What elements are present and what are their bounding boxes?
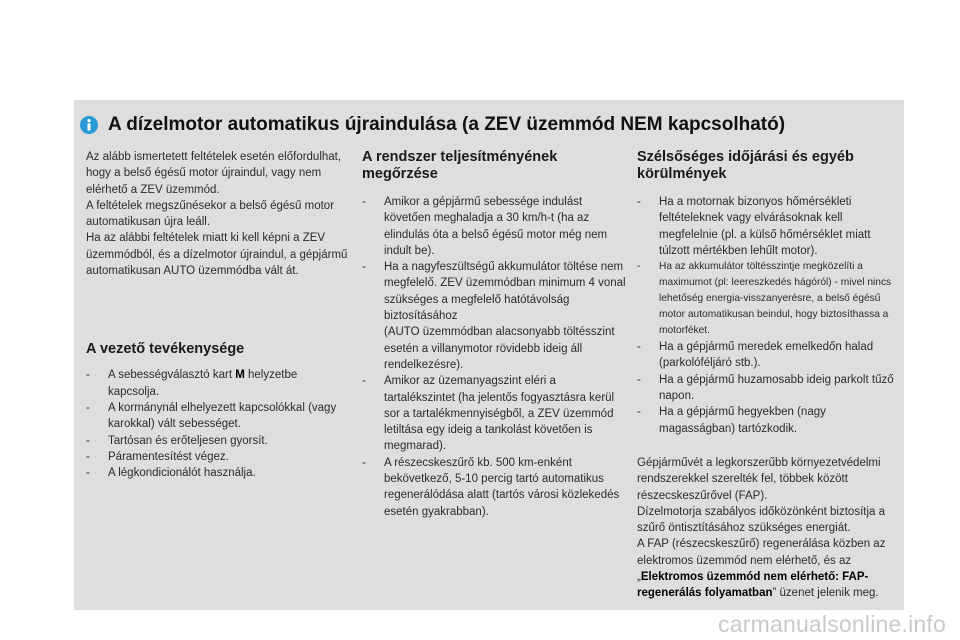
intro-paragraph-3: Ha az alábbi feltételek miatt ki kell képni a ZEV üzemmódból, és a dízelmotor újraindul, a gépjármű automatikusan AUTO üzemmódba vált át. — [86, 232, 348, 278]
list-item: - Ha a motornak bizonyos hőmérsékleti feltételeknek vagy elvárásoknak kell megfelelnie (pl. a külső hőmérséklet miatt túlzott mértékben lehűlt motor). — [637, 196, 871, 257]
page-title — [80, 114, 785, 136]
list-item: - A sebességválasztó kart M helyzetbe kapcsolja. — [86, 369, 298, 398]
system-list — [362, 194, 627, 520]
list-item: - A kormánynál elhelyezett kapcsolókkal (vagy karokkal) vált sebességet. — [86, 401, 337, 431]
note-paragraph-1: Gépjárművét a legkorszerűbb környezetvédelmi rendszerekkel szerelték fel, többek között részecskeszűrővel (FAP). — [637, 456, 881, 502]
list-item: - Ha a gépjármű meredek emelkedőn halad (parkolóféljáró stb.). — [637, 341, 874, 370]
list-item: - Ha a gépjármű hegyekben (nagy magasságban) tartózkodik. — [637, 406, 826, 435]
list-item: - Ha a nagyfeszültségű akkumulátor töltése nem megfelelő. ZEV üzemmódban minimum 4 vonal szükséges a megfelelő hatótávolság biztosításához (AUTO üzemmódban alacsonyabb töltésszint esetén a villanymotor rövidebb ideig áll rendelkezésre). — [362, 261, 626, 371]
intro-paragraph-2: A feltételek megszűnésekor a belső égésű motor automatikusan újra leáll. — [86, 199, 335, 229]
watermark: carmanualsonline.info — [718, 611, 946, 637]
list-item: - Tartósan és erőteljesen gyorsít. — [86, 434, 268, 447]
list-item: - Amikor az üzemanyagszint eléri a tartalékszintet (ha jelentős fogyasztásra kerül sor a tartalékmennyiségből, a ZEV üzemmód letiltása egy ideig a tankolást követően is megmarad). — [362, 375, 615, 453]
system-heading: A rendszer teljesítményének megőrzése — [362, 149, 558, 182]
title-text: A dízelmotor automatikus újraindulása (a ZEV üzemmód NEM kapcsolható) — [108, 114, 786, 135]
list-item: - A légkondicionálót használja. — [86, 467, 256, 480]
extreme-heading: Szélsőséges időjárási és egyéb körülmények — [637, 149, 854, 182]
middle-column — [362, 149, 627, 520]
note-paragraph-3: A FAP (részecskeszűrő) regenerálása közben az elektromos üzemmód nem elérhető, és az „Elektromos üzemmód nem elérhető: FAP-regenerálás folyamatban” üzenet jelenik meg. — [637, 538, 886, 600]
left-column — [86, 149, 348, 481]
intro-paragraph-1: Az alább ismertetett feltételek esetén előfordulhat, hogy a belső égésű motor újraindul, vagy nem elérhető a ZEV üzemmód. — [86, 151, 342, 196]
list-item: - Ha a gépjármű huzamosabb ideig parkolt tűző napon. — [637, 373, 894, 403]
right-column — [637, 149, 897, 602]
driver-heading: A vezető tevékenysége — [86, 341, 245, 358]
driver-section — [86, 341, 348, 481]
list-item: - Páramentesítést végez. — [86, 450, 229, 463]
note-paragraph-2: Dízelmotorja szabályos időközönként biztosítja a szűrő öntisztításához szükséges energiát. — [637, 505, 886, 535]
info-icon — [80, 116, 98, 134]
extreme-list — [637, 194, 897, 437]
driver-list — [86, 367, 348, 481]
list-item: - Amikor a gépjármű sebessége indulást követően meghaladja a 30 km/h-t (ha az elindulás óta a belső égésű motor még nem indult be). — [362, 196, 608, 257]
fap-note — [637, 455, 897, 602]
list-item: - A részecskeszűrő kb. 500 km-enként bekövetkező, 5-10 percig tartó automatikus regenerálódása alatt (tartós városi közlekedés esetén gyakrabban). — [362, 456, 620, 518]
list-item: - Ha az akkumulátor töltésszintje megközelíti a maximumot (pl: leereszkedés hágóról) - mivel nincs lehetőség energia-visszanyerésre, a belső égésű motor automatikusan beindul, hogy biztosíthassa a motorféket. — [637, 261, 892, 337]
